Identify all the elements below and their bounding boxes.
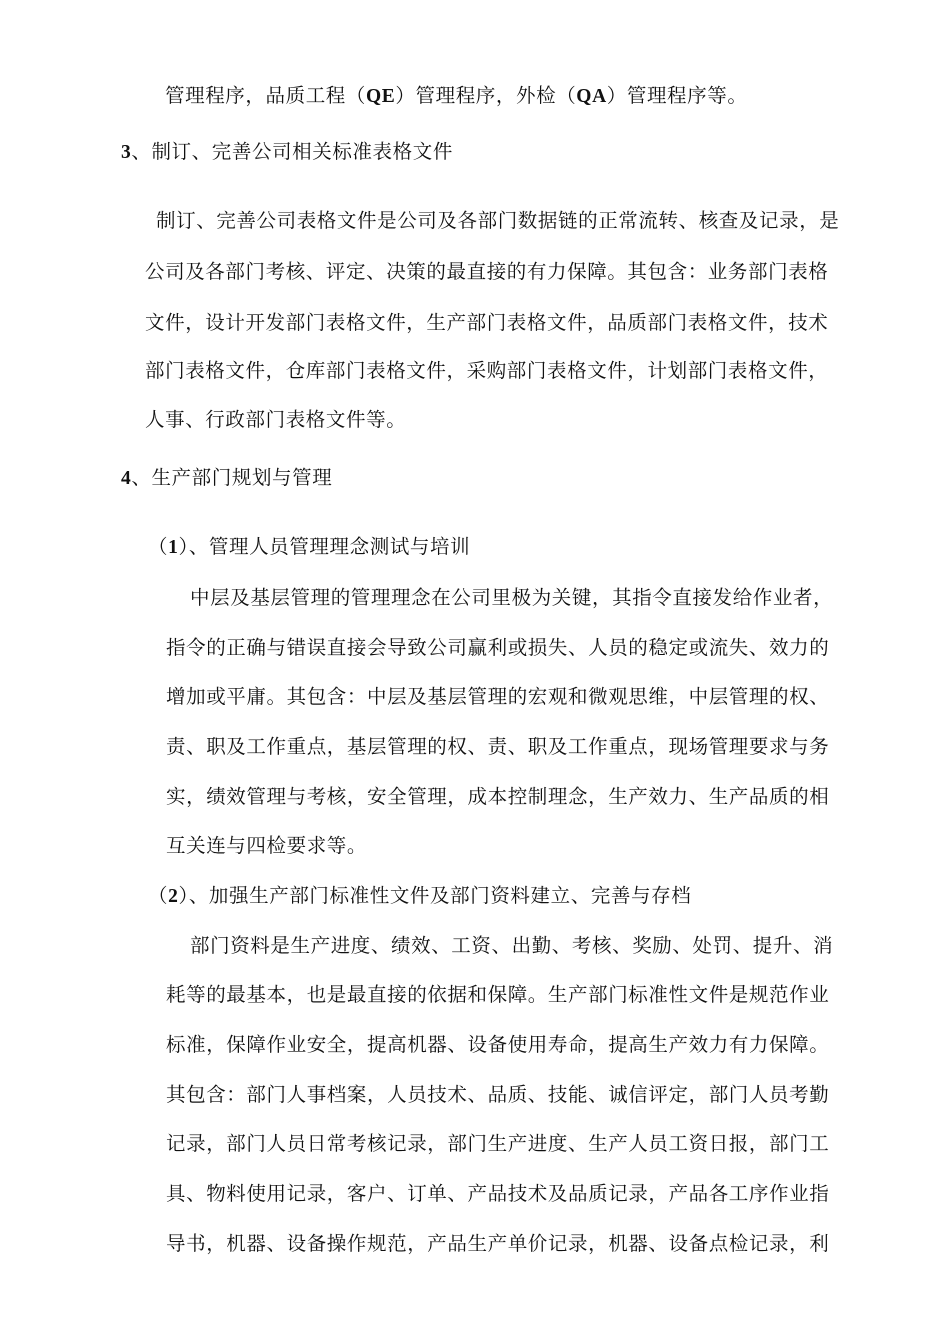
paragraph-line: 耗等的最基本，也是最直接的依据和保障。生产部门标准性文件是规范作业 [166, 983, 830, 1006]
bold-token: 1 [168, 537, 179, 558]
bold-token: 4 [121, 468, 132, 489]
paragraph-line: 制订、完善公司表格文件是公司及各部门数据链的正常流转、核查及记录，是 [156, 209, 840, 232]
paragraph-line: 部门资料是生产进度、绩效、工资、出勤、考核、奖励、处罚、提升、消 [190, 934, 834, 957]
bold-token: 3 [121, 142, 132, 163]
section-heading-4: 4、生产部门规划与管理 [121, 466, 333, 489]
bold-token: QA [576, 86, 607, 107]
paragraph-line: 文件，设计开发部门表格文件，生产部门表格文件，品质部门表格文件，技术 [145, 311, 829, 334]
paragraph-line: 标准，保障作业安全，提高机器、设备使用寿命，提高生产效力有力保障。 [166, 1033, 830, 1056]
section-heading-3: 3、制订、完善公司相关标准表格文件 [121, 140, 453, 163]
paragraph-line: 导书，机器、设备操作规范，产品生产单价记录，机器、设备点检记录，利 [166, 1232, 830, 1255]
paragraph-line: 中层及基层管理的管理理念在公司里极为关键，其指令直接发给作业者， [190, 586, 834, 609]
paragraph-line: 部门表格文件，仓库部门表格文件，采购部门表格文件，计划部门表格文件， [145, 359, 829, 382]
bold-token: QE [366, 86, 396, 107]
paragraph-line: 其包含：部门人事档案，人员技术、品质、技能、诚信评定，部门人员考勤 [166, 1083, 830, 1106]
paragraph-line: 增加或平庸。其包含：中层及基层管理的宏观和微观思维，中层管理的权、 [166, 685, 830, 708]
paragraph-line: 指令的正确与错误直接会导致公司赢利或损失、人员的稳定或流失、效力的 [166, 636, 830, 659]
paragraph-line: 实，绩效管理与考核，安全管理，成本控制理念，生产效力、生产品质的相 [166, 785, 830, 808]
paragraph-line: 管理程序，品质工程（QE）管理程序，外检（QA）管理程序等。 [165, 84, 748, 107]
paragraph-line: 互关连与四检要求等。 [166, 834, 368, 857]
subsection-heading-2: （2）、加强生产部门标准性文件及部门资料建立、完善与存档 [148, 884, 692, 907]
paragraph-line: 人事、行政部门表格文件等。 [145, 408, 407, 431]
paragraph-line: 记录，部门人员日常考核记录，部门生产进度、生产人员工资日报，部门工 [166, 1132, 830, 1155]
paragraph-line: 公司及各部门考核、评定、决策的最直接的有力保障。其包含：业务部门表格 [145, 260, 829, 283]
paragraph-line: 责、职及工作重点，基层管理的权、责、职及工作重点，现场管理要求与务 [166, 735, 830, 758]
paragraph-line: 具、物料使用记录，客户、订单、产品技术及品质记录，产品各工序作业指 [166, 1182, 830, 1205]
subsection-heading-1: （1）、管理人员管理理念测试与培训 [148, 535, 471, 558]
bold-token: 2 [168, 886, 179, 907]
